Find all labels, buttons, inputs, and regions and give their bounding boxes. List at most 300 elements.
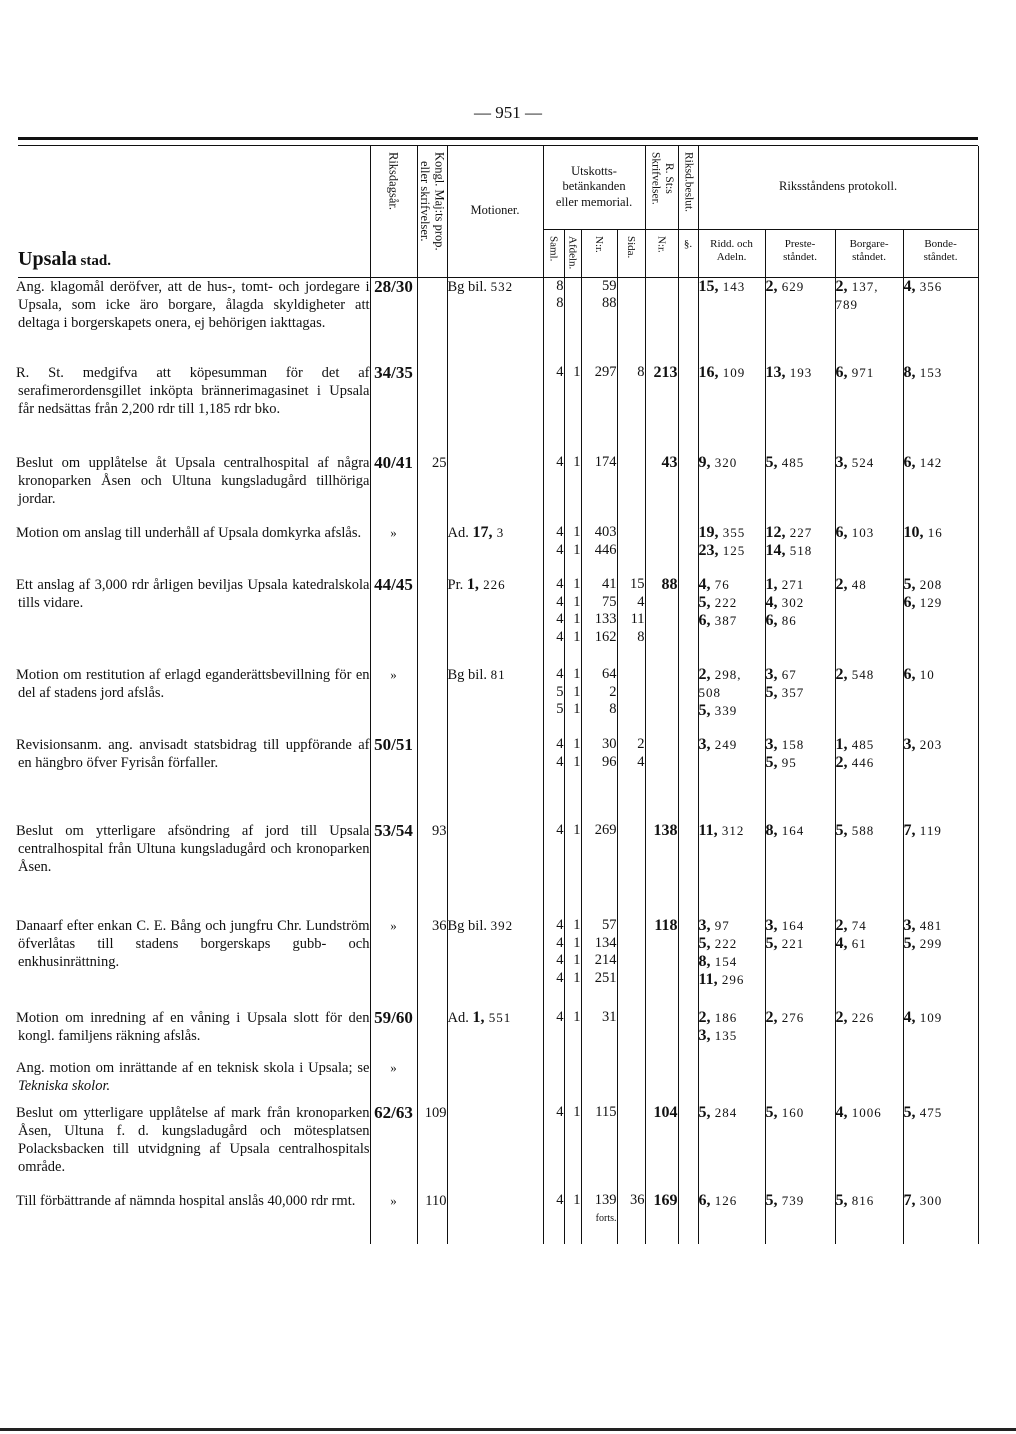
preste-cell (765, 1009, 835, 1059)
cell-line: 4 (556, 364, 564, 380)
motioner-header: Motioner. (447, 146, 543, 277)
sida-cell (617, 917, 645, 1009)
cell-line (836, 822, 903, 840)
paragraph-cell (678, 1192, 698, 1244)
cell-line (904, 822, 978, 840)
entry-page: 226 (847, 1010, 875, 1025)
cell-line: forts. (595, 1212, 617, 1224)
paragraph-cell (678, 576, 698, 666)
cell-line (766, 935, 835, 953)
nr-cell (581, 1192, 617, 1244)
kongl-header: Kongl. Maj:ts prop. eller skrifvelser. (417, 146, 447, 277)
description-text: Ang. motion om inrättande af en teknisk skola i Upsala; se (16, 1060, 370, 1076)
saml-cell (543, 917, 564, 1009)
bonde-cell (903, 1059, 978, 1104)
entry-page: 129 (915, 595, 943, 610)
sida-cell (617, 1009, 645, 1059)
entry-part: 9, (698, 454, 711, 471)
bonde-cell (903, 364, 978, 454)
cell-line: 4 (556, 454, 564, 470)
preste-cell (765, 364, 835, 454)
cell-line: 508 (698, 685, 722, 700)
afdeln-cell (564, 364, 581, 454)
borgare-cell (835, 736, 903, 822)
afdeln-cell (564, 1059, 581, 1104)
cell-line (699, 278, 765, 296)
motion-cell: Bg bil. 81 (447, 666, 543, 736)
top-rule (18, 137, 978, 140)
entry-part: 5, (765, 754, 778, 771)
motion-cell: Bg bil. 532 (447, 277, 543, 364)
bonde-cell (903, 917, 978, 1009)
motion-number: 1, (472, 1009, 485, 1026)
saml-cell (543, 1009, 564, 1059)
cell-line (699, 364, 765, 382)
entry-part: 5, (903, 576, 916, 593)
cell-line (699, 666, 765, 684)
motion-page: 551 (484, 1010, 512, 1025)
cell-line: 1 (573, 1192, 581, 1208)
entry-page: 95 (777, 755, 797, 770)
afdeln-cell (564, 524, 581, 576)
bonde-cell (903, 1104, 978, 1192)
proposition-cell: 93 (417, 822, 447, 917)
sida-cell (617, 822, 645, 917)
cell-line: 115 (595, 1104, 617, 1120)
entry-page: 222 (710, 595, 738, 610)
motion-cell (447, 1192, 543, 1244)
entry-description (18, 822, 370, 917)
entry-part: 2, (835, 666, 848, 683)
motion-cell: Pr. 1, 226 (447, 576, 543, 666)
cell-line (836, 524, 903, 542)
place-suffix: stad. (80, 252, 111, 269)
cell-line: 88 (602, 295, 617, 311)
paragraph-cell (678, 822, 698, 917)
cell-line: 403 (594, 524, 617, 540)
borgare-cell (835, 524, 903, 576)
cell-line (904, 917, 978, 935)
cell-line (699, 971, 765, 989)
borgare-cell (835, 277, 903, 364)
entry-page: 629 (777, 278, 805, 294)
cell-line (836, 364, 903, 382)
cell-line: 4 (556, 1009, 564, 1025)
entry-part: 3, (765, 666, 778, 683)
sida-cell (617, 576, 645, 666)
proposition-cell (417, 277, 447, 364)
entry-part: 19, (698, 524, 719, 541)
borgare-cell (835, 666, 903, 736)
table-row (18, 1009, 978, 1059)
entry-part: 6, (698, 612, 711, 629)
motion-page: 226 (478, 577, 506, 592)
entry-part: 4, (903, 277, 916, 295)
paragraph-cell (678, 1104, 698, 1192)
nr-cell (581, 822, 617, 917)
cell-line (766, 612, 835, 630)
cell-line (766, 684, 835, 702)
cell-line (904, 1104, 978, 1122)
entry-page: 103 (847, 525, 875, 540)
cell-line: 4 (637, 593, 645, 610)
table-row (18, 576, 978, 666)
cell-line: 174 (594, 454, 617, 470)
nr-cell (581, 576, 617, 666)
paragraph-cell (678, 454, 698, 524)
entry-part: 1, (835, 736, 848, 753)
cell-line (699, 1009, 765, 1027)
bonde-cell (903, 576, 978, 666)
entry-description (18, 1192, 370, 1244)
ridd-cell (698, 917, 765, 1009)
nr-cell (581, 524, 617, 576)
cell-line: 11 (630, 611, 645, 627)
table-row (18, 1192, 978, 1244)
entry-page: 186 (710, 1010, 738, 1025)
afdeln-cell (564, 576, 581, 666)
sida-cell (617, 1104, 645, 1192)
preste-cell (765, 576, 835, 666)
bonde-cell (903, 666, 978, 736)
ridd-cell (698, 576, 765, 666)
cell-line: 4 (556, 541, 564, 558)
ridd-cell (698, 1192, 765, 1244)
cell-line (904, 1192, 978, 1210)
cell-line: 2 (637, 736, 645, 752)
nr-cell (581, 917, 617, 1009)
cell-line: 4 (556, 934, 564, 951)
entry-page: 1006 (847, 1105, 882, 1120)
cell-line (699, 917, 765, 935)
motion-cell (447, 822, 543, 917)
entry-page: 276 (777, 1010, 805, 1025)
cell-line (766, 364, 835, 382)
description-text: Motion om inredning af en våning i Upsala slott för den kongl. familjens räkning afslås. (16, 1010, 370, 1044)
saml-cell (543, 1192, 564, 1244)
sida-header: Sida. (617, 229, 645, 277)
table-row (18, 524, 978, 576)
saml-header: Saml. (543, 229, 564, 277)
protokoll-header: Riksståndens protokoll. (698, 146, 978, 229)
entry-page: 548 (847, 667, 875, 682)
cell-line: 1 (573, 611, 581, 627)
cell-line (699, 736, 765, 754)
proposition-cell: 110 (417, 1192, 447, 1244)
riksdagsar-cell: 59/60 (370, 1009, 417, 1059)
entry-page: 356 (915, 278, 943, 294)
saml-cell (543, 277, 564, 364)
cell-line (699, 612, 765, 630)
entry-part: 6, (903, 594, 916, 611)
entry-part: 5, (698, 1104, 711, 1121)
paragraph-cell (678, 1059, 698, 1104)
entry-page: 299 (915, 936, 943, 951)
entry-part: 5, (835, 1192, 848, 1209)
sida-cell (617, 1059, 645, 1104)
description-text: Till förbättrande af nämnda hospital anslås 40,000 rdr rmt. (16, 1193, 356, 1209)
cell-line: 446 (594, 541, 617, 558)
description-text: Motion om anslag till underhåll af Upsala domkyrka afslås. (16, 525, 362, 541)
saml-cell (543, 524, 564, 576)
entry-page: 97 (710, 918, 730, 933)
table-row (18, 1104, 978, 1192)
entry-page: 355 (718, 525, 746, 540)
proposition-cell (417, 666, 447, 736)
entry-page: 160 (777, 1105, 805, 1120)
cell-line (699, 702, 765, 720)
ridd-cell (698, 1009, 765, 1059)
entry-part: 6, (903, 666, 916, 683)
cell-line: 75 (602, 593, 617, 610)
cell-line (766, 754, 835, 772)
cell-line: 1 (573, 1009, 581, 1025)
riksdagsar-cell: 50/51 (370, 736, 417, 822)
entry-part: 8, (765, 822, 778, 839)
entry-page: 154 (710, 954, 738, 969)
cell-line (836, 454, 903, 472)
cell-line (699, 576, 765, 594)
afdeln-cell (564, 1192, 581, 1244)
entry-page: 357 (777, 685, 805, 700)
ridd-cell (698, 364, 765, 454)
sida-cell (617, 524, 645, 576)
entry-part: 7, (903, 1192, 916, 1209)
preste-cell (765, 277, 835, 364)
entry-description (18, 917, 370, 1009)
borgare-cell (835, 1059, 903, 1104)
cell-line: 1 (573, 917, 581, 933)
entry-part: 10, (903, 524, 924, 541)
place-heading (18, 146, 370, 277)
entry-page: 153 (915, 365, 943, 380)
entry-part: 5, (698, 935, 711, 952)
riksdagsar-cell: » (370, 666, 417, 736)
motion-number: 1, (466, 576, 479, 593)
entry-page: 137, (847, 278, 879, 294)
rsts-header: R. St:s Skrifvelser. (645, 146, 678, 229)
cell-line: 31 (602, 1009, 617, 1025)
entry-page: 48 (847, 577, 867, 592)
motion-cell: Ad. 17, 3 (447, 524, 543, 576)
place-name: Upsala (18, 247, 77, 270)
entry-part: 13, (765, 364, 786, 381)
cell-line (699, 1192, 765, 1210)
cell-line: 1 (573, 364, 581, 380)
bonde-cell (903, 736, 978, 822)
borgare-cell (835, 917, 903, 1009)
motion-page: 81 (490, 667, 506, 682)
entry-page: 227 (785, 525, 813, 540)
nr2-header: N:r. (645, 229, 678, 277)
cell-line: 36 (630, 1192, 645, 1208)
bonde-cell (903, 1009, 978, 1059)
cell-line (699, 1027, 765, 1045)
entry-part: 7, (903, 822, 916, 839)
entry-part: 6, (903, 454, 916, 471)
ridd-cell (698, 736, 765, 822)
cell-line: 1 (573, 952, 581, 968)
cell-line (766, 822, 835, 840)
motion-page: 3 (492, 525, 505, 540)
cell-line (699, 935, 765, 953)
cell-line (699, 953, 765, 971)
cell-line: 1 (573, 683, 581, 700)
borgare-header: Borgare- ståndet. (835, 229, 903, 277)
cell-line: 8 (556, 277, 564, 294)
entry-description (18, 454, 370, 524)
borgare-cell (835, 1192, 903, 1244)
cell-line: 4 (556, 576, 564, 592)
entry-part: 5, (765, 684, 778, 701)
motion-cell: Bg bil. 392 (447, 917, 543, 1009)
entry-part: 4, (903, 1009, 916, 1026)
entry-page: 203 (915, 737, 943, 752)
cross-reference: Tekniska skolor. (18, 1078, 111, 1094)
preste-cell (765, 1104, 835, 1192)
paragraph-cell (678, 524, 698, 576)
para-header: §. (678, 229, 698, 277)
entry-part: 3, (698, 917, 711, 934)
cell-line: 134 (594, 934, 617, 951)
sida-cell (617, 277, 645, 364)
sida-cell (617, 666, 645, 736)
entry-description (18, 736, 370, 822)
cell-line (766, 278, 835, 296)
entry-page: 302 (777, 595, 805, 610)
description-text: Beslut om upplåtelse åt Upsala centralhospital af några kronoparken Åsen och Ultuna kungsladugård tillhöriga jordar. (16, 455, 370, 507)
preste-cell (765, 1059, 835, 1104)
afdeln-cell (564, 917, 581, 1009)
entry-page: 142 (915, 455, 943, 470)
description-text: Beslut om ytterligare upplåtelse af mark från kronoparken Åsen, Ultuna f. d. kungsladugård och mötesplatsen Polacksbacken till utvidgning af Upsala centralhospitals område. (16, 1105, 370, 1175)
entry-page: 485 (777, 455, 805, 470)
saml-cell (543, 736, 564, 822)
cell-line (766, 917, 835, 935)
entry-part: 3, (765, 917, 778, 934)
entry-page: 387 (710, 613, 738, 628)
skrifvelse-nr-cell (645, 1059, 678, 1104)
entry-part: 6, (765, 612, 778, 629)
saml-cell (543, 1104, 564, 1192)
riksdagsar-cell: » (370, 1059, 417, 1104)
preste-cell (765, 1192, 835, 1244)
entry-description (18, 364, 370, 454)
skrifvelse-nr-cell: 169 (645, 1192, 678, 1244)
cell-line: 96 (602, 753, 617, 770)
cell-line: 8 (637, 364, 645, 380)
ridd-cell (698, 1104, 765, 1192)
entry-part: 2, (765, 1009, 778, 1026)
paragraph-cell (678, 736, 698, 822)
entry-page: 524 (847, 455, 875, 470)
motion-page: 532 (490, 278, 514, 294)
table-row (18, 277, 978, 364)
entry-page: 74 (847, 918, 867, 933)
description-text: R. St. medgifva att köpesumman för det af serafimerordensgillet inköpta brännerimagasinet i Upsala får nedsättas från 2,200 rdr till 1,185 rdr bko. (16, 365, 370, 417)
saml-cell (543, 666, 564, 736)
entry-page: 143 (718, 278, 746, 294)
sida-cell (617, 1192, 645, 1244)
cell-line (766, 454, 835, 472)
preste-cell (765, 454, 835, 524)
bonde-cell (903, 822, 978, 917)
entry-part: 3, (698, 736, 711, 753)
cell-line (836, 1192, 903, 1210)
riksdagsar-cell: » (370, 524, 417, 576)
entry-page: 588 (847, 823, 875, 838)
cell-line (904, 935, 978, 953)
riksdagsar-cell: 28/30 (370, 277, 417, 364)
cell-line: 4 (556, 666, 564, 682)
entry-page: 816 (847, 1193, 875, 1208)
cell-line (766, 594, 835, 612)
description-text: Ett anslag af 3,000 rdr årligen beviljas Upsala katedralskola tills vidare. (16, 577, 370, 611)
cell-line: 64 (602, 666, 617, 682)
entry-part: 2, (835, 754, 848, 771)
cell-line: 15 (630, 576, 645, 592)
saml-cell (543, 364, 564, 454)
paragraph-cell (678, 277, 698, 364)
entry-part: 4, (765, 594, 778, 611)
entry-page: 284 (710, 1105, 738, 1120)
entry-part: 3, (835, 454, 848, 471)
cell-line (904, 278, 978, 296)
afdeln-cell (564, 822, 581, 917)
entry-part: 6, (835, 364, 848, 381)
entry-part: 2, (835, 1009, 848, 1026)
entry-page: 518 (785, 543, 813, 558)
cell-line (699, 1104, 765, 1122)
entry-page: 125 (718, 543, 746, 558)
skrifvelse-nr-cell: 104 (645, 1104, 678, 1192)
preste-header: Preste- ståndet. (765, 229, 835, 277)
description-text: Motion om restitution af erlagd eganderättsbevillning för en del af stadens jord afslås. (16, 667, 370, 701)
motion-cell (447, 736, 543, 822)
saml-cell (543, 454, 564, 524)
cell-line: 1 (573, 701, 581, 717)
borgare-cell (835, 1009, 903, 1059)
motion-number: 17, (472, 524, 493, 541)
cell-line: 30 (602, 736, 617, 752)
cell-line (904, 524, 978, 542)
entry-page: 208 (915, 577, 943, 592)
entry-page: 119 (915, 823, 942, 838)
riksdagsar-cell: » (370, 917, 417, 1009)
cell-line (836, 666, 903, 684)
entry-page: 971 (847, 365, 875, 380)
entry-part: 5, (835, 822, 848, 839)
cell-line (904, 1009, 978, 1027)
cell-line: 4 (556, 917, 564, 933)
cell-line: 297 (594, 364, 617, 380)
description-text: Ang. klagomål deröfver, att de hus-, tomt- och jordegare i Upsala, som icke äro borgare, ålagda skyldigheter att deltaga i borgerskapets onera, ej behörigen iakttagas. (16, 278, 370, 331)
proposition-cell (417, 524, 447, 576)
entry-description (18, 666, 370, 736)
motion-cell (447, 1104, 543, 1192)
cell-line: 1 (573, 454, 581, 470)
riksdagsar-cell: 62/63 (370, 1104, 417, 1192)
afdeln-header: Afdeln. (564, 229, 581, 277)
cell-line (699, 454, 765, 472)
entry-part: 5, (765, 1104, 778, 1121)
proposition-cell (417, 736, 447, 822)
cell-line (836, 917, 903, 935)
cell-line (836, 278, 903, 296)
proposition-cell (417, 1009, 447, 1059)
table-row (18, 666, 978, 736)
entry-description (18, 1104, 370, 1192)
